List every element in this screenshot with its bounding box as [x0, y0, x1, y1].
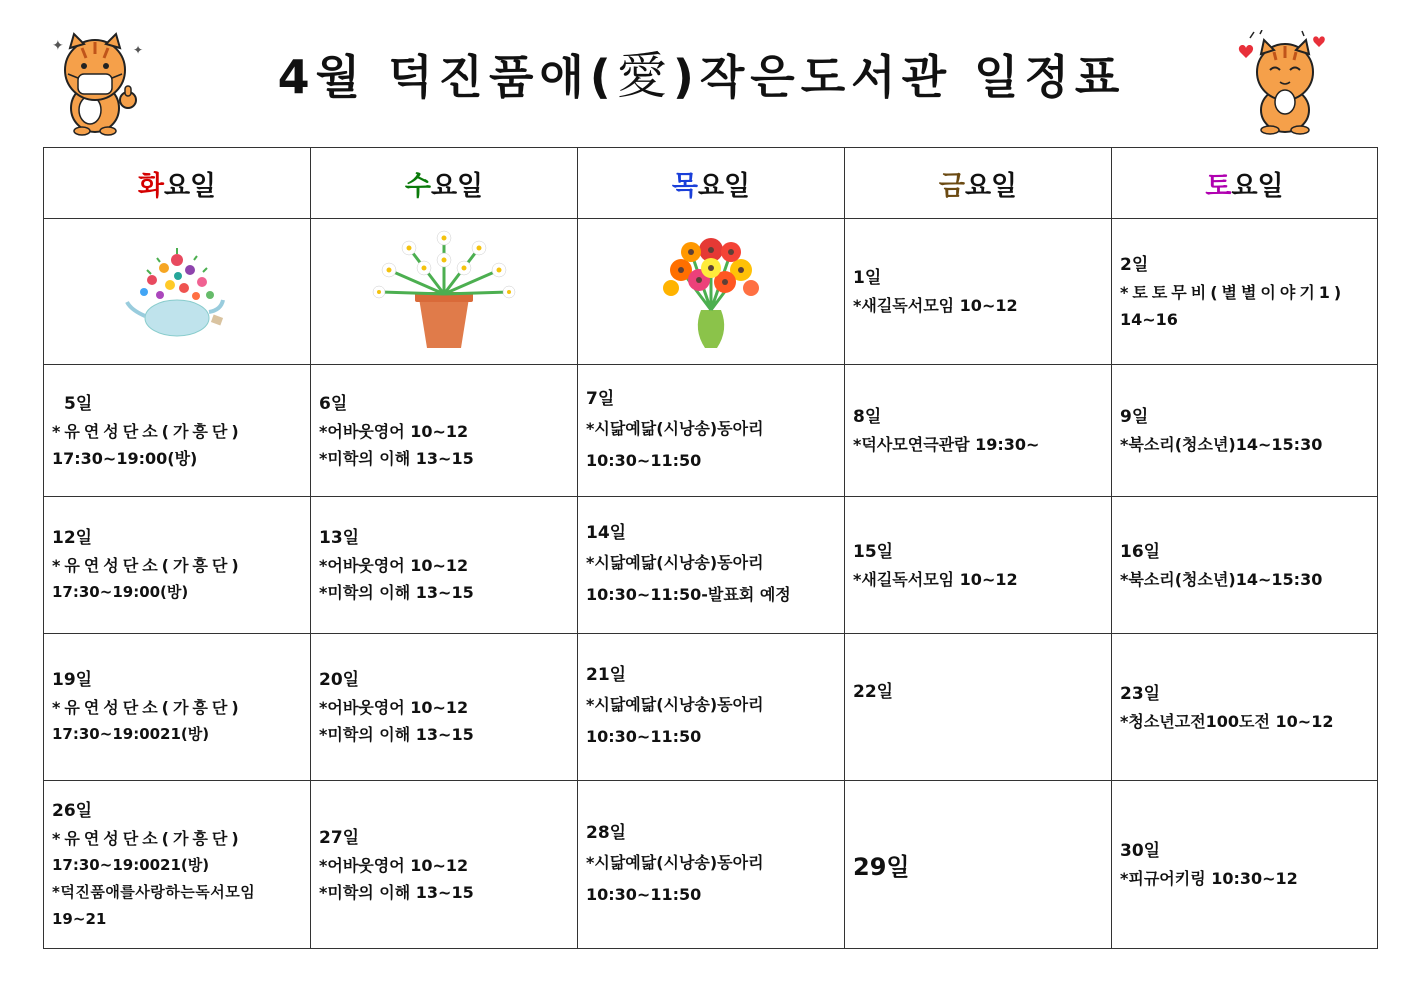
day-number: 23일	[1120, 683, 1161, 704]
week-row	[44, 365, 1378, 497]
event-line: *북소리(청소년)14~15:30	[1120, 435, 1323, 454]
svg-text:✦: ✦	[133, 43, 144, 57]
event-line: *미학의 이해 13~15	[319, 725, 474, 744]
header-sat-first: 토	[1205, 170, 1232, 202]
event-line: *유연성단소(가흥단)	[52, 421, 243, 441]
cell-sat-w2	[1112, 365, 1378, 497]
event-line: *새길독서모임 10~12	[853, 296, 1018, 315]
schedule-table	[43, 147, 1378, 949]
event-line: *덕진품애를사랑하는독서모임	[52, 882, 256, 901]
header-wed-first: 수	[404, 170, 431, 202]
cell-wed-w5	[311, 781, 578, 949]
event-line: *토토무비(별별이야기1)	[1120, 282, 1346, 302]
event-line: 10:30~11:50	[586, 884, 702, 904]
cell-fri-w3	[845, 497, 1112, 634]
page-title	[0, 36, 1403, 108]
table-header-row	[44, 148, 1378, 219]
header-tue-first: 화	[137, 170, 164, 202]
gerbera-vase-icon	[651, 230, 771, 350]
event-line: 17:30~19:0021(방)	[52, 855, 210, 874]
tiger-hearts-icon	[1230, 30, 1335, 135]
day-number: 21일	[586, 665, 627, 685]
header-fri	[845, 148, 1112, 219]
flower-teapot-icon	[122, 240, 232, 340]
event-line: *피규어키링 10:30~12	[1120, 869, 1298, 888]
event-line: *어바웃영어 10~12	[319, 556, 469, 575]
day-number: 5일	[64, 393, 93, 414]
week-row	[44, 497, 1378, 634]
event-line: 17:30~19:0021(방)	[52, 725, 210, 743]
day-number: 26일	[52, 800, 93, 821]
title-prefix: 4월 덕진품애(	[277, 50, 617, 104]
event-line: *시닮예닮(시낭송)동아리	[586, 695, 764, 714]
event-line: 19~21	[52, 909, 107, 928]
event-line: *어바웃영어 10~12	[319, 698, 469, 717]
cell-tue-w3	[44, 497, 311, 634]
cell-fri-w1	[845, 219, 1112, 365]
event-line: *미학의 이해 13~15	[319, 882, 474, 902]
event-line: *시닮예닮(시낭송)동아리	[586, 553, 764, 572]
title-char: 愛	[616, 47, 673, 105]
event-line: *어바웃영어 10~12	[319, 421, 469, 441]
day-number: 8일	[853, 407, 882, 427]
svg-text:✦: ✦	[52, 38, 64, 54]
day-number: 30일	[1120, 841, 1161, 861]
header-wed	[311, 148, 578, 219]
cell-fri-w4	[845, 634, 1112, 781]
event-line: *청소년고전100도전 10~12	[1120, 711, 1334, 731]
event-line: 17:30~19:00(방)	[52, 583, 189, 601]
event-line: *어바웃영어 10~12	[319, 855, 469, 875]
daisy-pot-icon	[369, 230, 519, 350]
day-number: 15일	[853, 541, 894, 562]
cell-sat-w5	[1112, 781, 1378, 949]
event-line: *유연성단소(가흥단)	[52, 828, 243, 848]
day-number: 13일	[319, 528, 360, 548]
event-line: *덕사모연극관람 19:30~	[853, 435, 1040, 454]
day-number: 19일	[52, 670, 93, 690]
cell-fri-w2	[845, 365, 1112, 497]
header-fri-first: 금	[938, 170, 965, 202]
cell-image-wed	[311, 219, 578, 365]
event-line: *북소리(청소년)14~15:30	[1120, 569, 1323, 589]
header-fri-rest: 요일	[964, 170, 1018, 202]
week-row	[44, 219, 1378, 365]
event-line: 17:30~19:00(방)	[52, 448, 198, 468]
day-number: 29일	[853, 853, 910, 881]
day-number: 7일	[586, 388, 615, 409]
header-sat-rest: 요일	[1231, 170, 1284, 202]
event-line: 10:30~11:50	[586, 450, 702, 470]
event-line: *유연성단소(가흥단)	[52, 556, 243, 575]
cell-thu-w3	[578, 497, 845, 634]
day-number: 28일	[586, 822, 627, 843]
header-thu-first: 목	[671, 170, 698, 202]
cell-sat-w1	[1112, 219, 1378, 365]
week-row	[44, 634, 1378, 781]
event-line: *새길독서모임 10~12	[853, 569, 1018, 589]
event-line: *미학의 이해 13~15	[319, 448, 474, 468]
cell-tue-w2	[44, 365, 311, 497]
cell-tue-w4	[44, 634, 311, 781]
day-number: 22일	[853, 682, 894, 702]
event-line: *시닮예닮(시낭송)동아리	[586, 852, 764, 872]
cell-sat-w4	[1112, 634, 1378, 781]
week-row	[44, 781, 1378, 949]
event-line: 10:30~11:50	[586, 727, 702, 746]
event-line: *시닮예닮(시낭송)동아리	[586, 418, 764, 438]
cell-wed-w4	[311, 634, 578, 781]
cell-image-thu	[578, 219, 845, 365]
event-line: *유연성단소(가흥단)	[52, 698, 243, 717]
cell-thu-w2	[578, 365, 845, 497]
header-tue	[44, 148, 311, 219]
header-sat	[1112, 148, 1378, 219]
event-line: 14~16	[1120, 309, 1178, 329]
cell-wed-w3	[311, 497, 578, 634]
day-number: 14일	[586, 523, 627, 543]
cell-thu-w4	[578, 634, 845, 781]
title-suffix: )작은도서관 일정표	[672, 50, 1126, 104]
event-line: *미학의 이해 13~15	[319, 583, 474, 602]
header-thu	[578, 148, 845, 219]
day-number: 20일	[319, 670, 360, 690]
cell-fri-w5	[845, 781, 1112, 949]
day-number: 27일	[319, 827, 360, 848]
cell-thu-w5	[578, 781, 845, 949]
day-number: 6일	[319, 393, 348, 414]
header-wed-rest: 요일	[430, 170, 484, 202]
header-tue-rest: 요일	[163, 170, 217, 202]
event-line: 10:30~11:50-발표회 예정	[586, 585, 791, 604]
header-thu-rest: 요일	[697, 170, 751, 202]
cell-wed-w2	[311, 365, 578, 497]
day-number: 16일	[1120, 541, 1161, 562]
cell-sat-w3	[1112, 497, 1378, 634]
cell-tue-w5	[44, 781, 311, 949]
day-number: 2일	[1120, 254, 1149, 275]
day-number: 12일	[52, 528, 93, 548]
day-number: 1일	[853, 268, 882, 288]
day-number: 9일	[1120, 407, 1149, 427]
cell-image-tue	[44, 219, 311, 365]
